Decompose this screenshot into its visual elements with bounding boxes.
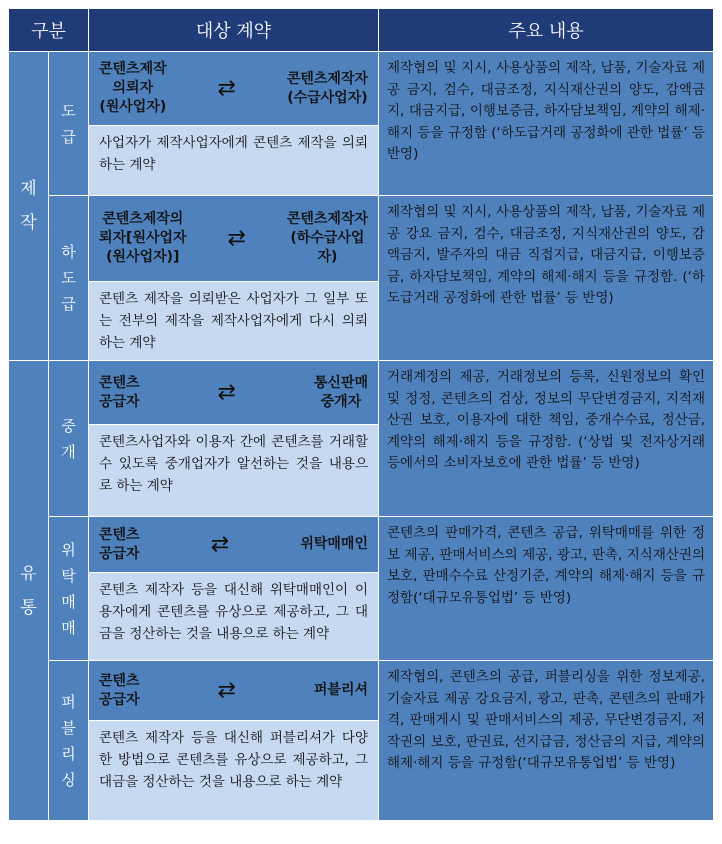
header-main-content: 주요 내용 (379, 9, 714, 52)
contract-description: 콘텐츠 제작자 등을 대신해 위탁매매인이 이용자에게 콘텐츠를 유상으로 제공하고, 그 대금을 정산하는 것을 내용으로 하는 계약 (89, 573, 379, 661)
bidirectional-arrow-icon: ⇄ (217, 380, 236, 405)
party-cell (89, 517, 379, 573)
party-cell (89, 661, 379, 721)
bidirectional-arrow-icon: ⇄ (217, 76, 236, 101)
category-distribution-label: 유 통 (20, 563, 37, 618)
contract-description: 사업자가 제작사업자에게 콘텐츠 제작을 의뢰하는 계약 (89, 126, 379, 196)
right-party: 콘텐츠제작자 (수급사업자) (286, 70, 368, 106)
right-party: 콘텐츠제작자 (하수급사업 자) (286, 211, 368, 265)
subtype-witak (49, 517, 89, 661)
subtype-label: 중 개 (61, 416, 76, 461)
right-party: 통신판매 중개자 (313, 374, 368, 410)
subtype-hadogeup (49, 196, 89, 361)
subtype-dogeup (49, 52, 89, 196)
subtype-label: 퍼 블 리 싱 (61, 692, 76, 789)
header-category: 구분 (9, 9, 89, 52)
main-content: 거래계정의 제공, 거래정보의 등록, 신원정보의 확인 및 정정, 콘텐츠의 검상, 정보의 무단변경금지, 지적재산권 보호, 이용자에 대한 책임, 중개수수료, 정산금, 계약의 해제·해지 등을 규정함. (‘상법 및 전자상거래 등에서의 소비자보호에 관한 법률’ 등 반영) (379, 361, 714, 517)
subtype-label: 하 도 급 (61, 243, 76, 313)
party-cell (89, 361, 379, 425)
party-cell (89, 196, 379, 282)
main-content: 콘텐츠의 판매가격, 콘텐츠 공급, 위탁매매를 위한 정보 제공, 판매서비스의 제공, 광고, 판촉, 지식재산권의 보호, 판매수수료 산정기준, 계약의 해제·해지 등을 규정함(‘대규모유통업법’ 등 반영) (379, 517, 714, 661)
subtype-label: 도 급 (61, 101, 76, 146)
category-production (9, 52, 49, 361)
row-hadogeup-party (9, 196, 714, 282)
category-distribution (9, 361, 49, 821)
subtype-publishing (49, 661, 89, 821)
left-party: 콘텐츠 공급자 (99, 374, 140, 410)
row-publishing-party (9, 661, 714, 721)
contract-description: 콘텐츠 제작을 의뢰받은 사업자가 그 일부 또는 전부의 제작을 제작사업자에게 다시 의뢰하는 계약 (89, 282, 379, 361)
contract-table (8, 8, 714, 821)
main-content: 제작협의, 콘텐츠의 공급, 퍼블리싱을 위한 정보제공, 기술자료 제공 강요금지, 광고, 판촉, 콘텐츠의 판매가격, 판매게시 및 판매서비스의 제공, 무단변경금지, 저작권의 보호, 판권료, 선지급금, 정산금의 지급, 계약의 해제·해지 등을 규정함(‘대규모유통업법’ 등 반영) (379, 661, 714, 821)
category-production-label: 제 작 (20, 179, 37, 233)
left-party: 콘텐츠제작 의뢰자 (원사업자) (99, 61, 167, 115)
main-content: 제작협의 및 지시, 사용상품의 제작, 납품, 기술자료 제공 강요 금지, 검수, 대금조정, 지식재산권의 양도, 감액금지, 발주자의 대금 직접지급, 대금지급, 이행보증금, 하자담보책임, 계약의 해제·해지 등을 규정함. (‘하도급거래 공정화에 관한 법률’ 등 반영) (379, 196, 714, 361)
bidirectional-arrow-icon: ⇄ (217, 678, 236, 703)
header-row (9, 9, 714, 52)
right-party: 퍼블리셔 (313, 682, 368, 698)
row-dogeup-party (9, 52, 714, 126)
party-cell (89, 52, 379, 126)
header-target-contract: 대상 계약 (89, 9, 379, 52)
subtype-junggae (49, 361, 89, 517)
left-party: 콘텐츠 공급자 (99, 526, 140, 562)
main-content: 제작협의 및 지시, 사용상품의 제작, 납품, 기술자료 제공 금지, 검수, 대금조정, 지식재산권의 양도, 감액금지, 대금지급, 이행보증금, 하자담보책임, 계약의 해제·해지 등을 규정함 (‘하도급거래 공정화에 관한 법률’ 등 반영) (379, 52, 714, 196)
right-party: 위탁매매인 (300, 536, 368, 552)
contract-description: 콘텐츠 제작자 등을 대신해 퍼블리셔가 다양한 방법으로 콘텐츠를 유상으로 제공하고, 그 대금을 정산하는 것을 내용으로 하는 계약 (89, 721, 379, 821)
bidirectional-arrow-icon: ⇄ (210, 532, 230, 557)
bidirectional-arrow-icon: ⇄ (227, 226, 246, 251)
row-witak-party (9, 517, 714, 573)
left-party: 콘텐츠제작의 뢰자[원사업자 (원사업자)] (99, 211, 187, 265)
contract-description: 콘텐츠사업자와 이용자 간에 콘텐츠를 거래할 수 있도록 중개업자가 알선하는 것을 내용으로 하는 계약 (89, 425, 379, 517)
subtype-label: 위 탁 매 매 (61, 540, 76, 637)
left-party: 콘텐츠 공급자 (99, 672, 140, 708)
row-junggae-party (9, 361, 714, 425)
